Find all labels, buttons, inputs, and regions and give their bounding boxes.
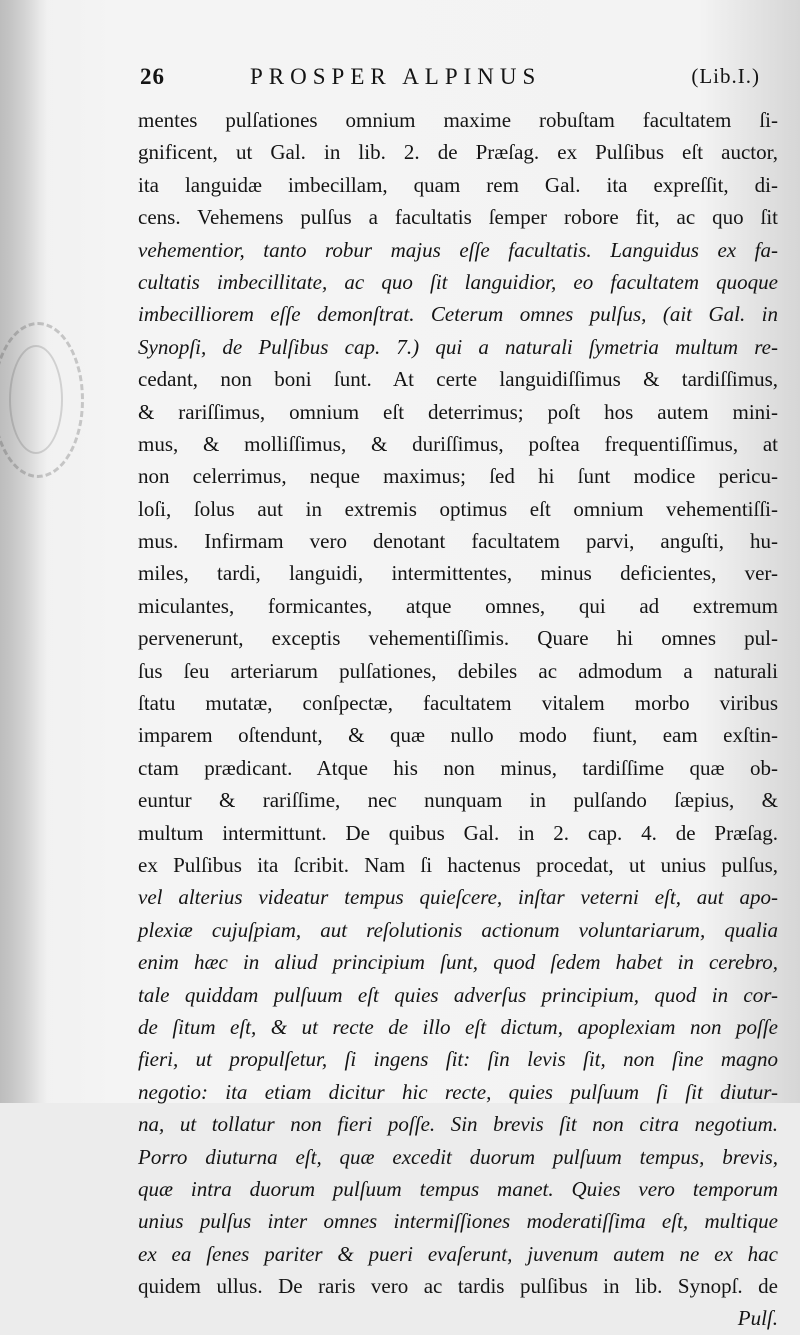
text-line: Synopſi, de Pulſibus cap. 7.) qui a naturali ſymetria multum re- [138,334,778,359]
text-line: ſus ſeu arteriarum pulſationes, debiles ac admodum a naturali [138,658,778,683]
library-stamp [0,322,84,478]
text-line: unius pulſus inter omnes intermiſſiones moderatiſſima eſt, multique [138,1209,778,1234]
text-line: cedant, non boni ſunt. At certe languidiſſimus & tardiſſimus, [138,367,778,392]
text-line: vehementior, tanto robur majus eſſe facultatis. Languidus ex fa- [138,237,778,262]
text-line: miculantes, formicantes, atque omnes, qui ad extremum [138,593,778,618]
running-title: PROSPER ALPINUS [250,64,542,89]
text-line: Porro diuturna eſt, quæ excedit duorum pulſuum tempus, brevis, [138,1144,778,1169]
text-line: multum intermittunt. De quibus Gal. in 2. cap. 4. de Præſag. [138,820,778,845]
book-reference: (Lib.I.) [691,64,760,88]
text-line: vel alterius videatur tempus quieſcere, inſtar veterni eſt, aut apo- [138,885,778,910]
text-line: negotio: ita etiam dicitur hic recte, quies pulſuum ſi ſit diutur- [138,1079,778,1104]
text-line: mus. Infirmam vero denotant facultatem parvi, anguſti, hu- [138,529,778,554]
text-line: pervenerunt, exceptis vehementiſſimis. Quare hi omnes pul- [138,626,778,651]
text-line: miles, tardi, languidi, intermittentes, minus deficientes, ver- [138,561,778,586]
text-line: ita languidæ imbecillam, quam rem Gal. ita expreſſit, di- [138,172,778,197]
page-header [140,64,760,100]
text-line: quidem ullus. De raris vero ac tardis pulſibus in lib. Synopſ. de [138,1274,778,1299]
text-line: euntur & rariſſime, nec nunquam in pulſando ſæpius, & [138,788,778,813]
text-line: ex ea ſenes pariter & pueri evaſerunt, juvenum autem ne ex hac [138,1241,778,1266]
text-line: quæ intra duorum pulſuum tempus manet. Quies vero temporum [138,1176,778,1201]
page-number: 26 [140,64,165,89]
body-text [138,104,778,1335]
text-line: cultatis imbecillitate, ac quo ſit languidior, eo facultatem quoque [138,269,778,294]
text-line: mus, & molliſſimus, & duriſſimus, poſtea frequentiſſimus, at [138,431,778,456]
text-line: cens. Vehemens pulſus a facultatis ſemper robore fit, ac quo ſit [138,205,778,230]
text-line: tale quiddam pulſuum eſt quies adverſus principium, quod in cor- [138,982,778,1007]
binding-shadow [0,0,48,1103]
text-line: loſi, ſolus aut in extremis optimus eſt omnium vehementiſſi- [138,496,778,521]
text-line: non celerrimus, neque maximus; ſed hi ſunt modice pericu- [138,464,778,489]
text-line: fieri, ut propulſetur, ſi ingens ſit: ſin levis ſit, non ſine magno [138,1047,778,1072]
text-line: ctam prædicant. Atque his non minus, tardiſſime quæ ob- [138,755,778,780]
text-line: mentes pulſationes omnium maxime robuſtam facultatem ſi- [138,108,778,132]
text-line: plexiæ cujuſpiam, aut reſolutionis actionum voluntariarum, qualia [138,917,778,942]
text-line: enim hæc in aliud principium ſunt, quod ſedem habet in cerebro, [138,950,778,975]
text-line: gnificent, ut Gal. in lib. 2. de Præſag. ex Pulſibus eſt auctor, [138,140,778,165]
text-line: ſtatu mutatæ, conſpectæ, facultatem vitalem morbo viribus [138,691,778,716]
text-line: imparem oſtendunt, & quæ nullo modo fiunt, eam exſtin- [138,723,778,748]
text-line: na, ut tollatur non fieri poſſe. Sin brevis ſit non citra negotium. [138,1112,778,1137]
catchword: Pulſ. [737,1306,778,1331]
text-line: & rariſſimus, omnium eſt deterrimus; poſt hos autem mini- [138,399,778,424]
text-line: de ſitum eſt, & ut recte de illo eſt dictum, apoplexiam non poſſe [138,1014,778,1039]
text-line: imbecilliorem eſſe demonſtrat. Ceterum omnes pulſus, (ait Gal. in [138,302,778,327]
text-line: ex Pulſibus ita ſcribit. Nam ſi hactenus procedat, ut unius pulſus, [138,852,778,877]
